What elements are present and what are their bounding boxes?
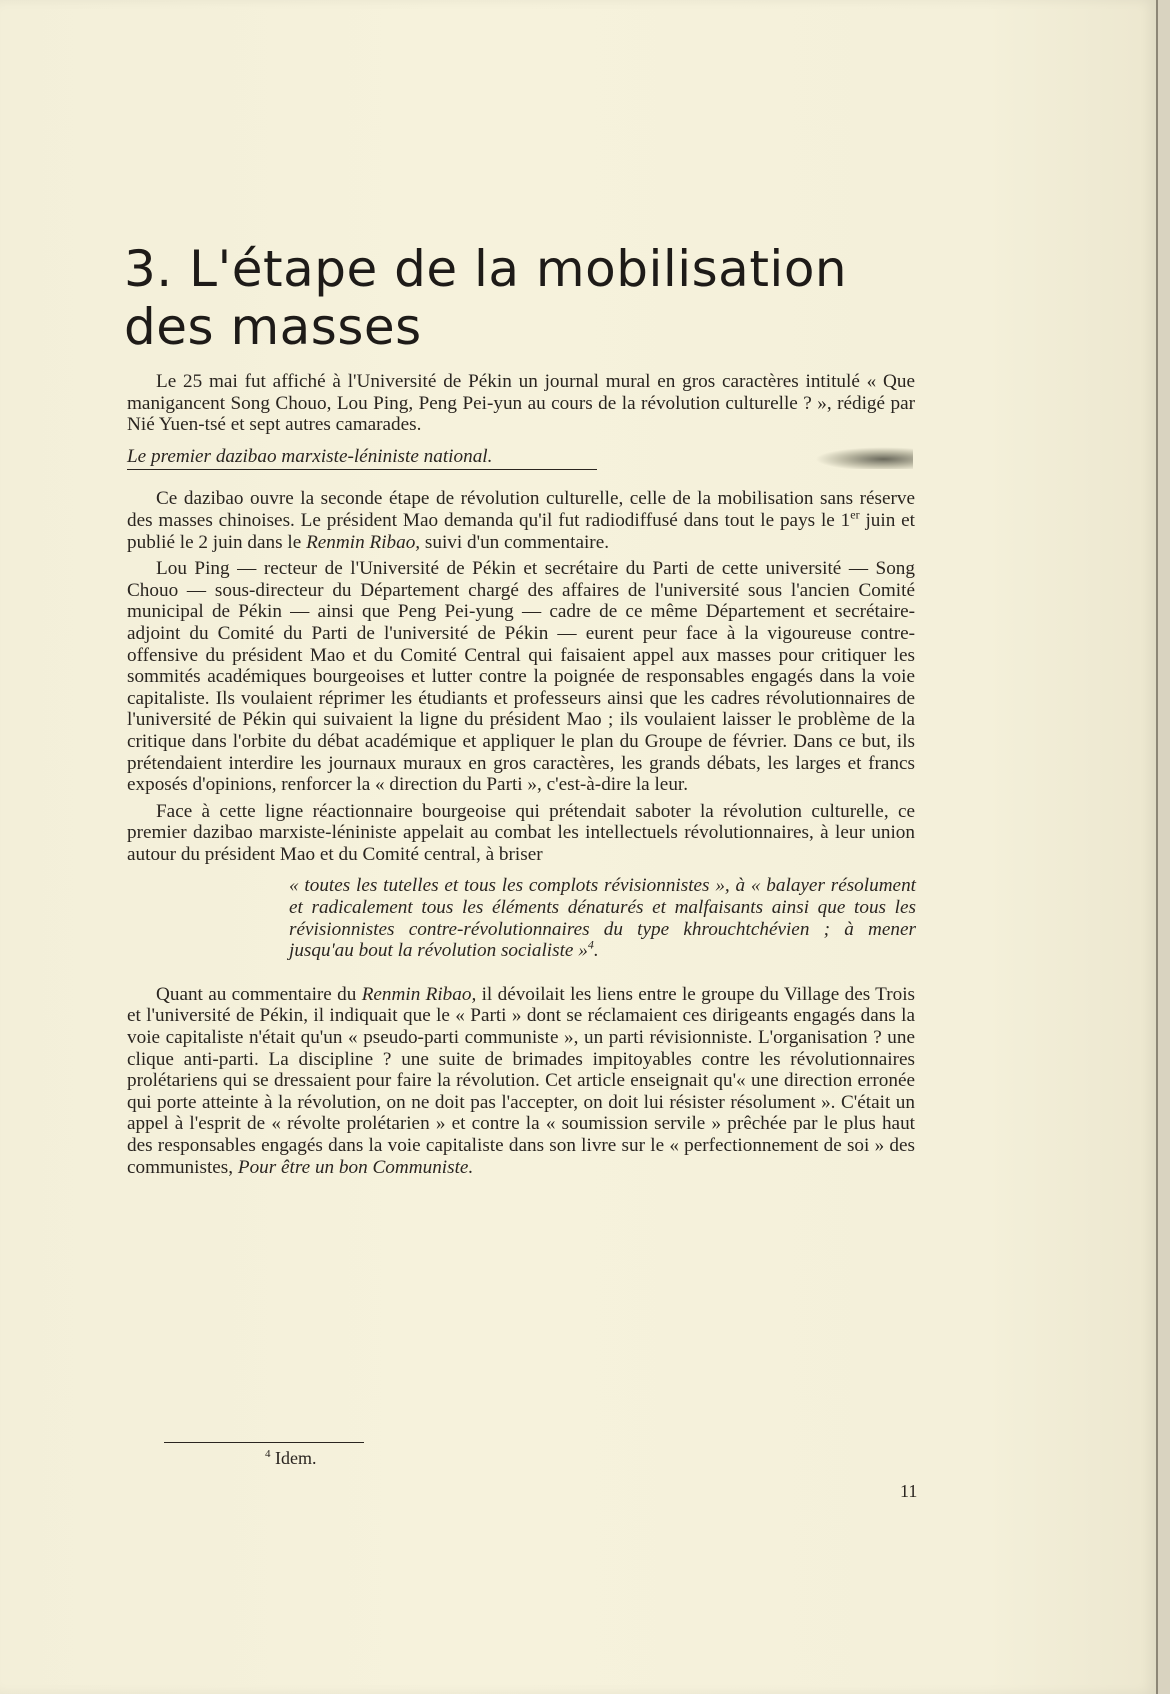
- paragraph-3: Lou Ping — recteur de l'Université de Pékin et secrétaire du Parti de cette université — Song Chouo — sous-directeur du Département chargé des affaires de l'université sous l'ancien Comité municipal de Pékin — ainsi que Peng Pei-yung — cadre de ce même Département et secrétaire-adjoint du Comité du Parti de l'université de Pékin — eurent peur face à la vigoureuse contre-offensive du président Mao et du Comité Central qui faisaient appel aux masses pour critiquer les sommités académiques bourgeoises et lutter contre la poignée de responsables engagés dans la voie capitaliste. Ils voulaient réprimer les étudiants et professeurs ainsi que les cadres révolutionnaires de l'université de Pékin qui suivaient la ligne du président Mao ; ils voulaient laisser le problème de la critique dans l'orbite du débat académique et appliquer le plan du Groupe de février. Dans ce but, ils prétendaient interdire les journaux muraux en gros caractères, les grands débats, les larges et francs exposés d'opinions, renforcer la « direction du Parti », c'est-à-dire la leur.: [127, 558, 915, 796]
- paragraph-2-part-b: juin et publié le 2 juin dans le: [127, 509, 915, 553]
- paragraph-2-part-c: suivi d'un commentaire.: [420, 531, 610, 553]
- title-line-1: 3. L'étape de la mobilisation: [124, 240, 848, 298]
- footnote-divider: [164, 1442, 364, 1443]
- footnote-text: Idem.: [270, 1448, 317, 1468]
- paragraph-5-part-b: il dévoilait les liens entre le groupe du Village des Trois et l'université de Pékin, il indiquait que le « Parti » dont se réclamaient ces dirigeants engagés dans la voie capitaliste n'était qu'un « pseudo-parti communiste », un parti révisionniste. L'organisation ? une clique anti-parti. La discipline ? une suite de brimades impitoyables contre les révolutionnaires prolétariens qui se dressaient pour faire la révolution. Cet article enseignait qu'« une direction erronée qui porte atteinte à la révolution, on ne doit pas l'accepter, on doit lui résister résolument ». C'était un appel à l'esprit de « révolte prolétarien » et contre la « soumission servile » prêchée par le plus haut des responsables engagés dans la voie capitaliste dans son livre sur le « perfectionnement de soi » des communistes,: [127, 983, 915, 1178]
- book-title: Pour être un bon Communiste.: [237, 1156, 474, 1178]
- superscript-er: er: [850, 507, 860, 522]
- block-quote: [289, 875, 916, 961]
- title-line-2: des masses: [124, 298, 422, 356]
- paragraph-2: [127, 488, 915, 553]
- newspaper-title-2: Renmin Ribao,: [361, 983, 477, 1005]
- paragraph-5-part-a: Quant au commentaire du: [156, 983, 362, 1005]
- footnote: [265, 1448, 316, 1468]
- paragraph-5: [127, 984, 915, 1178]
- subheading-wrapper: [127, 436, 915, 471]
- page-edge: [1156, 0, 1158, 1694]
- quote-end: .: [593, 940, 599, 962]
- footnote-ref: 4: [587, 937, 594, 952]
- paragraph-4: Face à cette ligne réactionnaire bourgeoise qui prétendait saboter la révolution culturelle, ce premier dazibao marxiste-léniniste appelait au combat les intellectuels révolutionnaires, à leur union autour du président Mao et du Comité central, à briser: [127, 800, 915, 865]
- subheading: Le premier dazibao marxiste-léniniste national.: [127, 446, 597, 471]
- page-number: 11: [900, 1481, 918, 1501]
- paragraph-1: Le 25 mai fut affiché à l'Université de Pékin un journal mural en gros caractères intitulé « Que manigancent Song Chouo, Lou Ping, Peng Pei-yun au cours de la révolution culturelle ? », rédigé par Nié Yuen-tsé et sept autres camarades.: [127, 371, 915, 436]
- newspaper-title: Renmin Ribao,: [306, 531, 421, 553]
- body-text: [127, 371, 915, 1178]
- paragraph-2-part-a: Ce dazibao ouvre la seconde étape de révolution culturelle, celle de la mobilisation sans réserve des masses chinoises. Le président Mao demanda qu'il fut radiodiffusé dans tout le pays le 1: [127, 488, 915, 531]
- section-title: [124, 240, 1024, 356]
- quote-text: « toutes les tutelles et tous les complots révisionnistes », à « balayer résolument et radicalement tous les éléments dénaturés et malfaisants ainsi que tous les révisionnistes contre-révolutionnaires du type khrouchtchévien ; à mener jusqu'au bout la révolution socialiste »: [289, 875, 916, 962]
- footnote-marker: 4: [265, 1448, 271, 1460]
